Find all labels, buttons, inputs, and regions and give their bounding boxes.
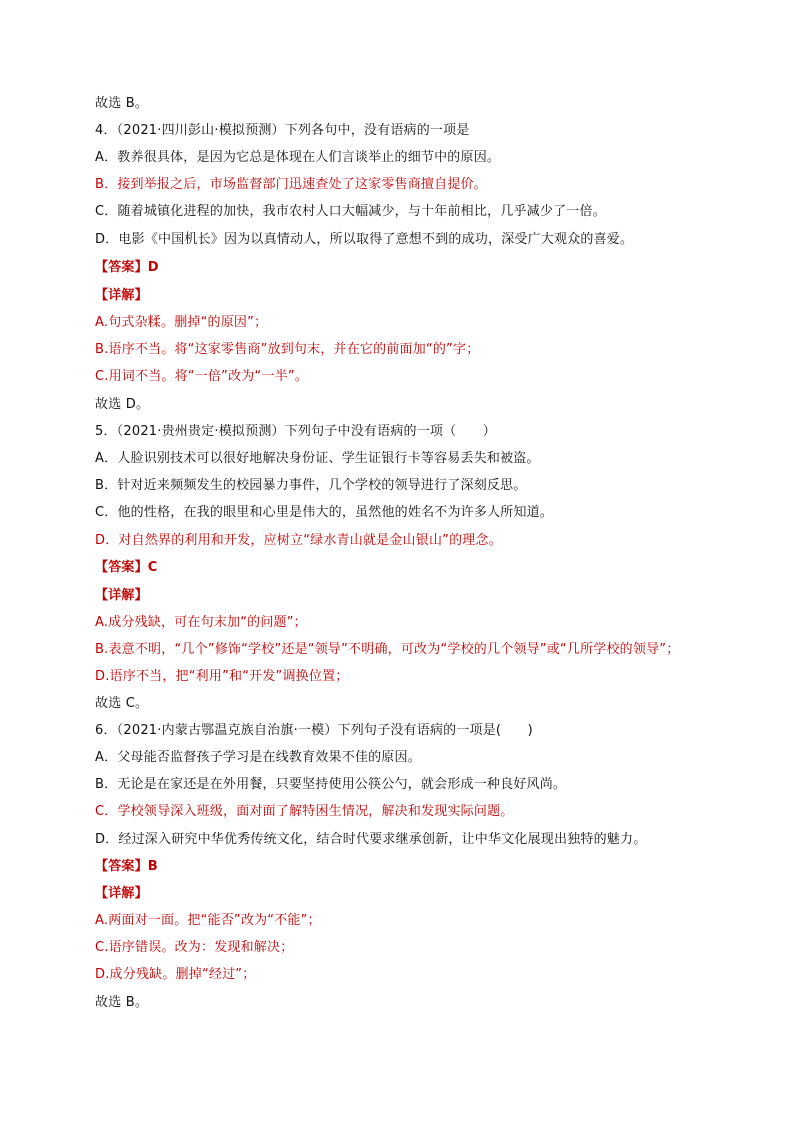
question-6-option-b: B．无论是在家还是在外用餐，只要坚持使用公筷公勺，就会形成一种良好风尚。 <box>95 777 567 792</box>
conclusion-line: 故选 C。 <box>95 696 149 711</box>
question-6-explanation-heading: 【详解】 <box>95 886 148 901</box>
question-4-option-d: D．电影《中国机长》因为以真情动人，所以取得了意想不到的成功，深受广大观众的喜爱。 <box>95 232 634 247</box>
explanation-line: B.表意不明，“几个”修饰“学校”还是“领导”不明确，可改为“学校的几个领导”或“几所学校的领导”； <box>95 642 680 657</box>
question-5-option-c: C．他的性格，在我的眼里和心里是伟大的，虽然他的姓名不为许多人所知道。 <box>95 505 554 520</box>
text-line: 故选 B。 <box>95 96 149 111</box>
question-4-option-a: A．教养很具体，是因为它总是体现在人们言谈举止的细节中的原因。 <box>95 150 501 165</box>
question-5-stem: 5．（2021·贵州贵定·模拟预测）下列句子中没有语病的一项（ ） <box>95 424 496 439</box>
question-6-option-a: A．父母能否监督孩子学习是在线教育效果不佳的原因。 <box>95 750 421 765</box>
question-5-option-a: A．人脸识别技术可以很好地解决身份证、学生证银行卡等容易丢失和被盗。 <box>95 451 540 466</box>
explanation-line: B.语序不当。将“这家零售商”放到句末，并在它的前面加“的”字； <box>95 342 480 357</box>
explanation-line: C.语序错误。改为：发现和解决； <box>95 940 294 955</box>
explanation-line: A.成分残缺，可在句末加“的问题”； <box>95 615 307 630</box>
conclusion-line: 故选 D。 <box>95 397 150 412</box>
explanation-line: A.句式杂糅。删掉“的原因”； <box>95 315 268 330</box>
explanation-line: D.语序不当，把“利用”和“开发”调换位置； <box>95 669 349 684</box>
question-6-option-d: D．经过深入研究中华优秀传统文化，结合时代要求继承创新，让中华文化展现出独特的魅力。 <box>95 832 647 847</box>
question-4-answer: 【答案】D <box>95 260 159 275</box>
explanation-line: A.两面对一面。把“能否”改为“不能”； <box>95 913 321 928</box>
question-6-answer: 【答案】B <box>95 859 158 874</box>
question-5-explanation-heading: 【详解】 <box>95 588 148 603</box>
question-4-stem: 4．（2021·四川彭山·模拟预测）下列各句中，没有语病的一项是 <box>95 123 470 138</box>
explanation-line: C.用词不当。将“一倍”改为“一半”。 <box>95 369 308 384</box>
question-6-option-c: C．学校领导深入班级，面对面了解特困生情况，解决和发现实际问题。 <box>95 804 514 819</box>
question-5-option-b: B．针对近来频频发生的校园暴力事件，几个学校的领导进行了深刻反思。 <box>95 478 527 493</box>
question-6-stem: 6．（2021·内蒙古鄂温克族自治旗·一模）下列句子没有语病的一项是( ) <box>95 723 533 738</box>
question-4-option-b: B．接到举报之后，市场监督部门迅速查处了这家零售商擅自提价。 <box>95 177 487 192</box>
question-4-option-c: C．随着城镇化进程的加快，我市农村人口大幅减少，与十年前相比，几乎减少了一倍。 <box>95 204 606 219</box>
explanation-line: D.成分残缺。删掉“经过”； <box>95 967 256 982</box>
question-4-explanation-heading: 【详解】 <box>95 288 148 303</box>
conclusion-line: 故选 B。 <box>95 995 149 1010</box>
question-5-option-d: D．对自然界的利用和开发，应树立“绿水青山就是金山银山”的理念。 <box>95 533 502 548</box>
question-5-answer: 【答案】C <box>95 560 158 575</box>
